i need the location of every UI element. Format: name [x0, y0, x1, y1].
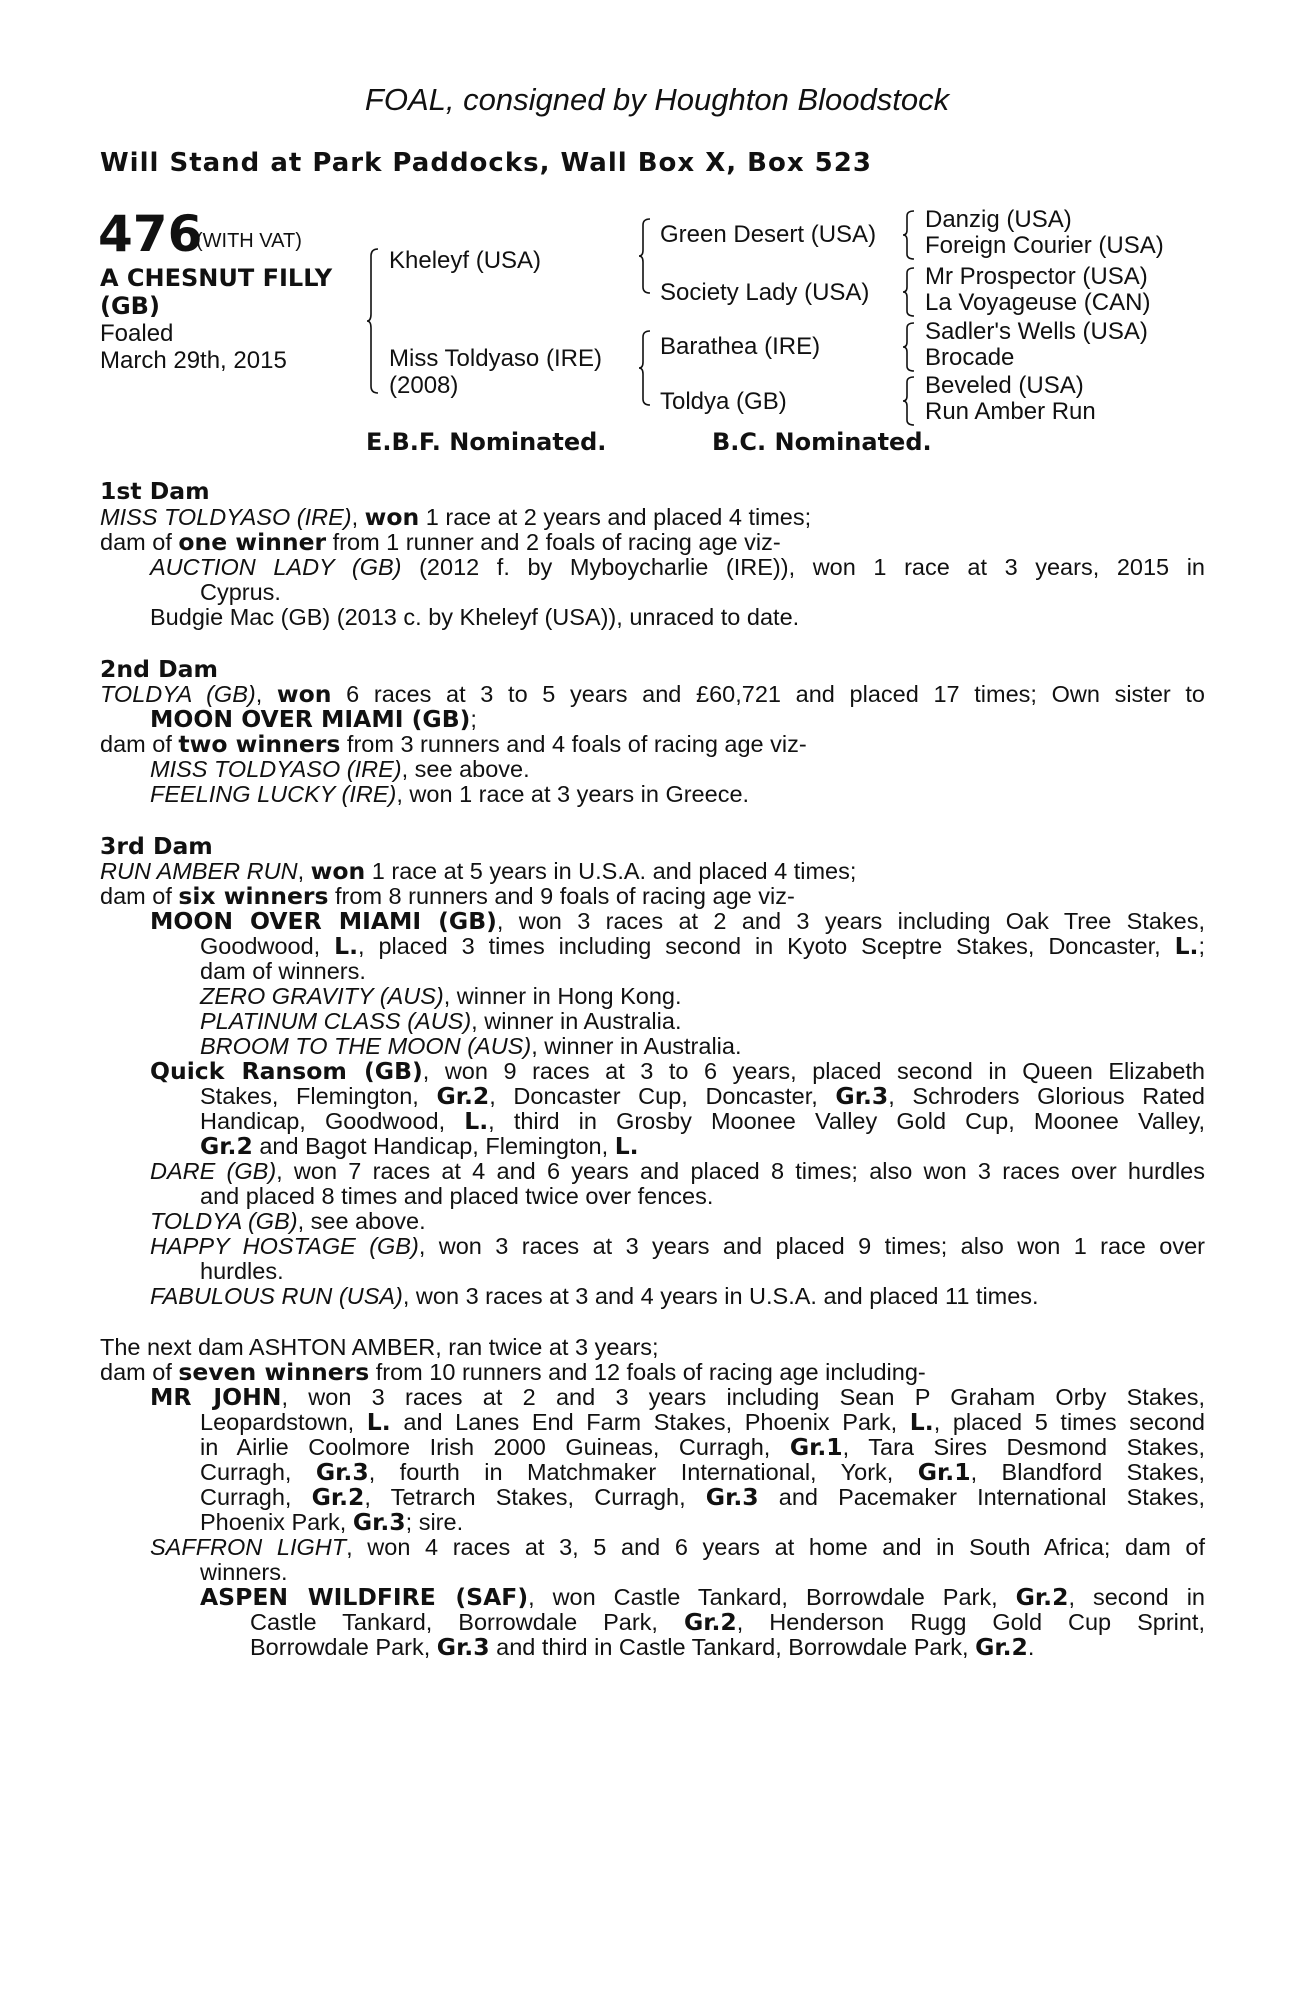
third-dam-record: RUN AMBER RUN, won 1 race at 5 years in U.S.A. and placed 4 times;	[100, 857, 857, 885]
next-dam-record: The next dam ASHTON AMBER, ran twice at 3 years;	[100, 1334, 659, 1360]
foaled-label: Foaled	[100, 320, 174, 347]
pedigree-bracket-ds	[902, 322, 916, 372]
produce-item-cont: Goodwood, L., placed 3 times including second in Kyoto Sceptre Stakes, Doncaster, L.;	[200, 932, 1205, 960]
dam-year: (2008)	[389, 372, 459, 399]
lot-country: (GB)	[100, 292, 160, 320]
produce-item: FABULOUS RUN (USA), won 3 races at 3 and 4 years in U.S.A. and placed 11 times.	[150, 1283, 1039, 1309]
produce-item: MOON OVER MIAMI (GB), won 3 races at 2 and 3 years including Oak Tree Stakes,	[150, 907, 1205, 935]
lot-description: A CHESNUT FILLY	[100, 264, 333, 292]
produce-grand-item: ZERO GRAVITY (AUS), winner in Hong Kong.	[200, 983, 682, 1009]
second-dam-produce: dam of two winners from 3 runners and 4 foals of racing age viz-	[100, 730, 807, 758]
produce-item: MR JOHN, won 3 races at 2 and 3 years including Sean P Graham Orby Stakes,	[150, 1383, 1205, 1411]
dam: Miss Toldyaso (IRE)	[389, 345, 602, 372]
next-dam-produce: dam of seven winners from 10 runners and 12 foals of racing age including-	[100, 1358, 926, 1386]
produce-item-cont: Leopardstown, L. and Lanes End Farm Stakes, Phoenix Park, L., placed 5 times second	[200, 1408, 1205, 1436]
sire-sire: Green Desert (USA)	[660, 221, 877, 248]
produce-grand-item: PLATINUM CLASS (AUS), winner in Australia.	[200, 1008, 682, 1034]
produce-item: DARE (GB), won 7 races at 4 and 6 years and placed 8 times; also won 3 races over hurdles	[150, 1158, 1205, 1184]
produce-item-cont: winners.	[200, 1559, 288, 1585]
produce-item: AUCTION LADY (GB) (2012 f. by Myboycharlie (IRE)), won 1 race at 3 years, 2015 in	[150, 554, 1205, 580]
horse-name: AUCTION LADY (GB)	[150, 554, 402, 580]
produce-item-cont: Curragh, Gr.2, Tetrarch Stakes, Curragh, Gr.3 and Pacemaker International Stakes,	[200, 1483, 1205, 1511]
sire: Kheleyf (USA)	[389, 247, 542, 274]
produce-item-cont: and placed 8 times and placed twice over fences.	[200, 1183, 714, 1209]
lot-number: 476	[98, 205, 203, 263]
produce-item-cont: dam of winners.	[200, 958, 366, 984]
produce-grand-item-cont: Castle Tankard, Borrowdale Park, Gr.2, Henderson Rugg Gold Cup Sprint,	[250, 1608, 1205, 1636]
horse-name: MISS TOLDYASO (IRE)	[100, 504, 352, 530]
pedigree-bracket-sd	[902, 267, 916, 317]
produce-item-cont: Gr.2 and Bagot Handicap, Flemington, L.	[200, 1132, 639, 1160]
produce-item-cont: Cyprus.	[200, 579, 281, 605]
first-dam-record: MISS TOLDYASO (IRE), won 1 race at 2 years and placed 4 times;	[100, 503, 812, 531]
dam-dam: Toldya (GB)	[660, 388, 787, 415]
produce-item: MISS TOLDYASO (IRE), see above.	[150, 756, 530, 782]
foaled-date: March 29th, 2015	[100, 347, 287, 374]
pedigree-bracket-main	[366, 248, 380, 394]
produce-item: Quick Ransom (GB), won 9 races at 3 to 6 years, placed second in Queen Elizabeth	[150, 1057, 1206, 1085]
second-dam-sister: MOON OVER MIAMI (GB);	[150, 705, 477, 733]
page-title: FOAL, consigned by Houghton Bloodstock	[364, 82, 950, 117]
horse-name: TOLDYA (GB)	[100, 681, 256, 707]
third-dam-produce: dam of six winners from 8 runners and 9 foals of racing age viz-	[100, 882, 795, 910]
produce-item: TOLDYA (GB), see above.	[150, 1208, 426, 1234]
stand-location: Will Stand at Park Paddocks, Wall Box X, Box 523	[100, 148, 872, 178]
pedigree-bracket-ss	[902, 210, 916, 260]
dam-dam-sire: Beveled (USA)	[925, 372, 1084, 399]
produce-item-cont: Curragh, Gr.3, fourth in Matchmaker International, York, Gr.1, Blandford Stakes,	[200, 1458, 1205, 1486]
dam-sire-dam: Brocade	[925, 344, 1015, 371]
sire-dam-dam: La Voyageuse (CAN)	[925, 289, 1151, 316]
produce-item: HAPPY HOSTAGE (GB), won 3 races at 3 years and placed 9 times; also won 1 race over	[150, 1233, 1205, 1259]
produce-item: SAFFRON LIGHT, won 4 races at 3, 5 and 6 years at home and in South Africa; dam of	[150, 1534, 1205, 1560]
dam-dam-dam: Run Amber Run	[925, 398, 1096, 425]
third-dam-heading: 3rd Dam	[100, 832, 213, 860]
sire-dam-sire: Mr Prospector (USA)	[925, 263, 1148, 290]
produce-item-cont: in Airlie Coolmore Irish 2000 Guineas, Curragh, Gr.1, Tara Sires Desmond Stakes,	[200, 1433, 1205, 1461]
produce-item-cont: Handicap, Goodwood, L., third in Grosby Moonee Valley Gold Cup, Moonee Valley,	[200, 1107, 1205, 1135]
produce-item-cont: Phoenix Park, Gr.3; sire.	[200, 1508, 464, 1536]
produce-grand-item-cont: Borrowdale Park, Gr.3 and third in Castle Tankard, Borrowdale Park, Gr.2.	[250, 1633, 1035, 1661]
sire-sire-dam: Foreign Courier (USA)	[925, 232, 1164, 259]
ebf-nominated: E.B.F. Nominated.	[366, 428, 607, 456]
pedigree-bracket-dd	[902, 376, 916, 426]
produce-item-cont: hurdles.	[200, 1258, 284, 1284]
produce-grand-item: ASPEN WILDFIRE (SAF), won Castle Tankard, Borrowdale Park, Gr.2, second in	[200, 1583, 1205, 1611]
produce-item: Budgie Mac (GB) (2013 c. by Kheleyf (USA)), unraced to date.	[150, 604, 800, 630]
second-dam-heading: 2nd Dam	[100, 655, 218, 683]
dam-sire: Barathea (IRE)	[660, 333, 821, 360]
sire-dam: Society Lady (USA)	[660, 279, 870, 306]
sire-sire-sire: Danzig (USA)	[925, 206, 1072, 233]
vat-label: (WITH VAT)	[196, 230, 302, 252]
pedigree-bracket-dam	[638, 330, 652, 406]
dam-sire-sire: Sadler's Wells (USA)	[925, 318, 1148, 345]
produce-grand-item: BROOM TO THE MOON (AUS), winner in Australia.	[200, 1033, 742, 1059]
first-dam-heading: 1st Dam	[100, 477, 210, 505]
produce-item: FEELING LUCKY (IRE), won 1 race at 3 years in Greece.	[150, 781, 750, 807]
second-dam-record: TOLDYA (GB), won 6 races at 3 to 5 years and £60,721 and placed 17 times; Own sister to	[100, 680, 1205, 708]
bc-nominated: B.C. Nominated.	[712, 428, 932, 456]
produce-item-cont: Stakes, Flemington, Gr.2, Doncaster Cup, Doncaster, Gr.3, Schroders Glorious Rated	[200, 1082, 1205, 1110]
first-dam-produce: dam of one winner from 1 runner and 2 foals of racing age viz-	[100, 528, 781, 556]
pedigree-bracket-sire	[638, 218, 652, 294]
